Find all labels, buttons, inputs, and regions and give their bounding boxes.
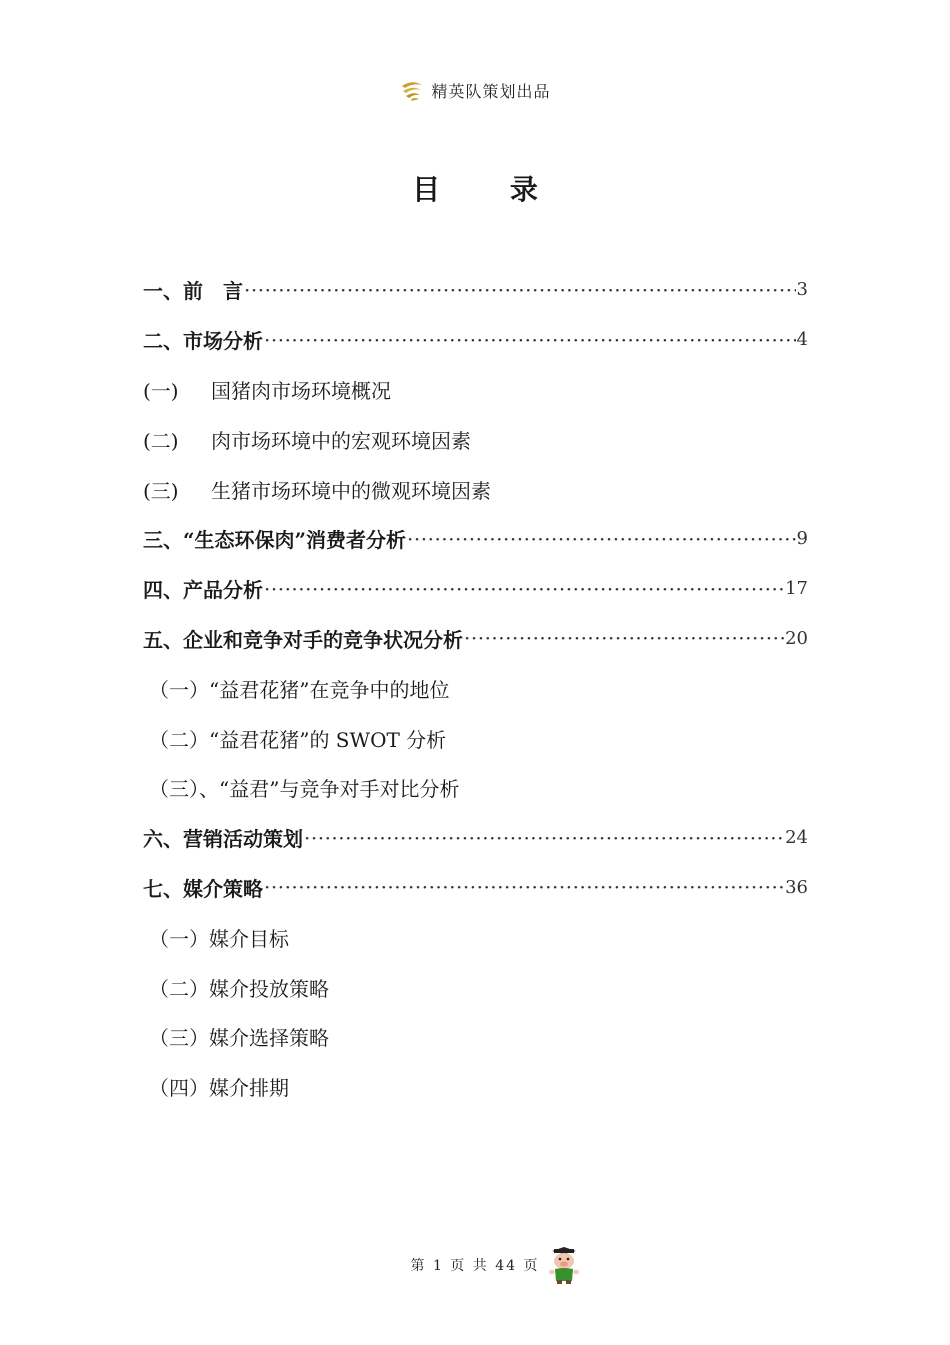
- toc-sub-number: (一): [143, 378, 179, 403]
- dot-leader: [244, 278, 796, 302]
- toc-page-number: 17: [785, 578, 808, 600]
- toc-entry-competition-analysis[interactable]: 五、企业和竞争对手的竞争状况分析 ····· 20: [143, 614, 808, 664]
- dot-leader: [407, 527, 796, 551]
- toc-subentry[interactable]: （二）媒介投放策略: [149, 976, 329, 1001]
- toc-subentry[interactable]: （一）媒介目标: [149, 926, 289, 951]
- toc-page-number: 36: [785, 876, 808, 898]
- dot-leader: [264, 577, 784, 601]
- toc-entry-consumer-analysis[interactable]: 三、“生态环保肉”消费者分析 ····· 9: [143, 514, 808, 564]
- toc-subentry[interactable]: （四）媒介排期: [149, 1076, 289, 1101]
- page-header: [0, 70, 950, 110]
- page-footer: [0, 1245, 950, 1285]
- brand-logo-icon: [399, 77, 425, 103]
- page-counter: 第 1 页 共 44 页: [410, 1258, 540, 1274]
- toc-subentry[interactable]: (一) 国猪肉市场环境概况: [143, 365, 808, 415]
- toc-page-number: 4: [796, 329, 808, 351]
- dot-leader: [464, 626, 784, 650]
- dot-leader: [304, 826, 784, 850]
- toc-subentry[interactable]: （二）“益君花猪”的 SWOT 分析: [149, 727, 447, 752]
- dot-leader: [264, 875, 784, 899]
- toc-entry-market-analysis[interactable]: 二、市场分析 ····· 4: [143, 315, 808, 365]
- toc-subentry[interactable]: (二) 肉市场环境中的宏观环境因素: [143, 414, 808, 464]
- toc-entry-marketing-plan[interactable]: 六、营销活动策划 ····· 24: [143, 813, 808, 863]
- toc-entry-product-analysis[interactable]: 四、产品分析 ····· 17: [143, 564, 808, 614]
- toc-subentry[interactable]: （三）媒介选择策略: [149, 1026, 329, 1051]
- mascot-pig-icon: [546, 1247, 582, 1285]
- toc-entry-media-strategy[interactable]: 七、媒介策略 ····· 36: [143, 863, 808, 913]
- toc-page-number: 9: [796, 528, 808, 550]
- toc-subentry[interactable]: (三) 生猪市场环境中的微观环境因素: [143, 464, 808, 514]
- toc-subentry[interactable]: （一）“益君花猪”在竞争中的地位: [149, 677, 450, 702]
- toc-page-number: 20: [785, 627, 808, 649]
- dot-leader: [264, 328, 796, 352]
- brand-name: 精英队策划出品: [431, 81, 551, 101]
- toc-subentry[interactable]: （三）、“益君”与竞争对手对比分析: [149, 777, 460, 802]
- toc-entry-preface[interactable]: 一、前 言 ····· 3: [143, 265, 808, 315]
- page-title: 目 录: [412, 173, 568, 206]
- toc-page-number: 24: [785, 827, 808, 849]
- toc-sub-number: (二): [143, 428, 179, 453]
- table-of-contents: [143, 265, 808, 1112]
- toc-page-number: 3: [796, 279, 808, 301]
- toc-sub-number: (三): [143, 478, 179, 503]
